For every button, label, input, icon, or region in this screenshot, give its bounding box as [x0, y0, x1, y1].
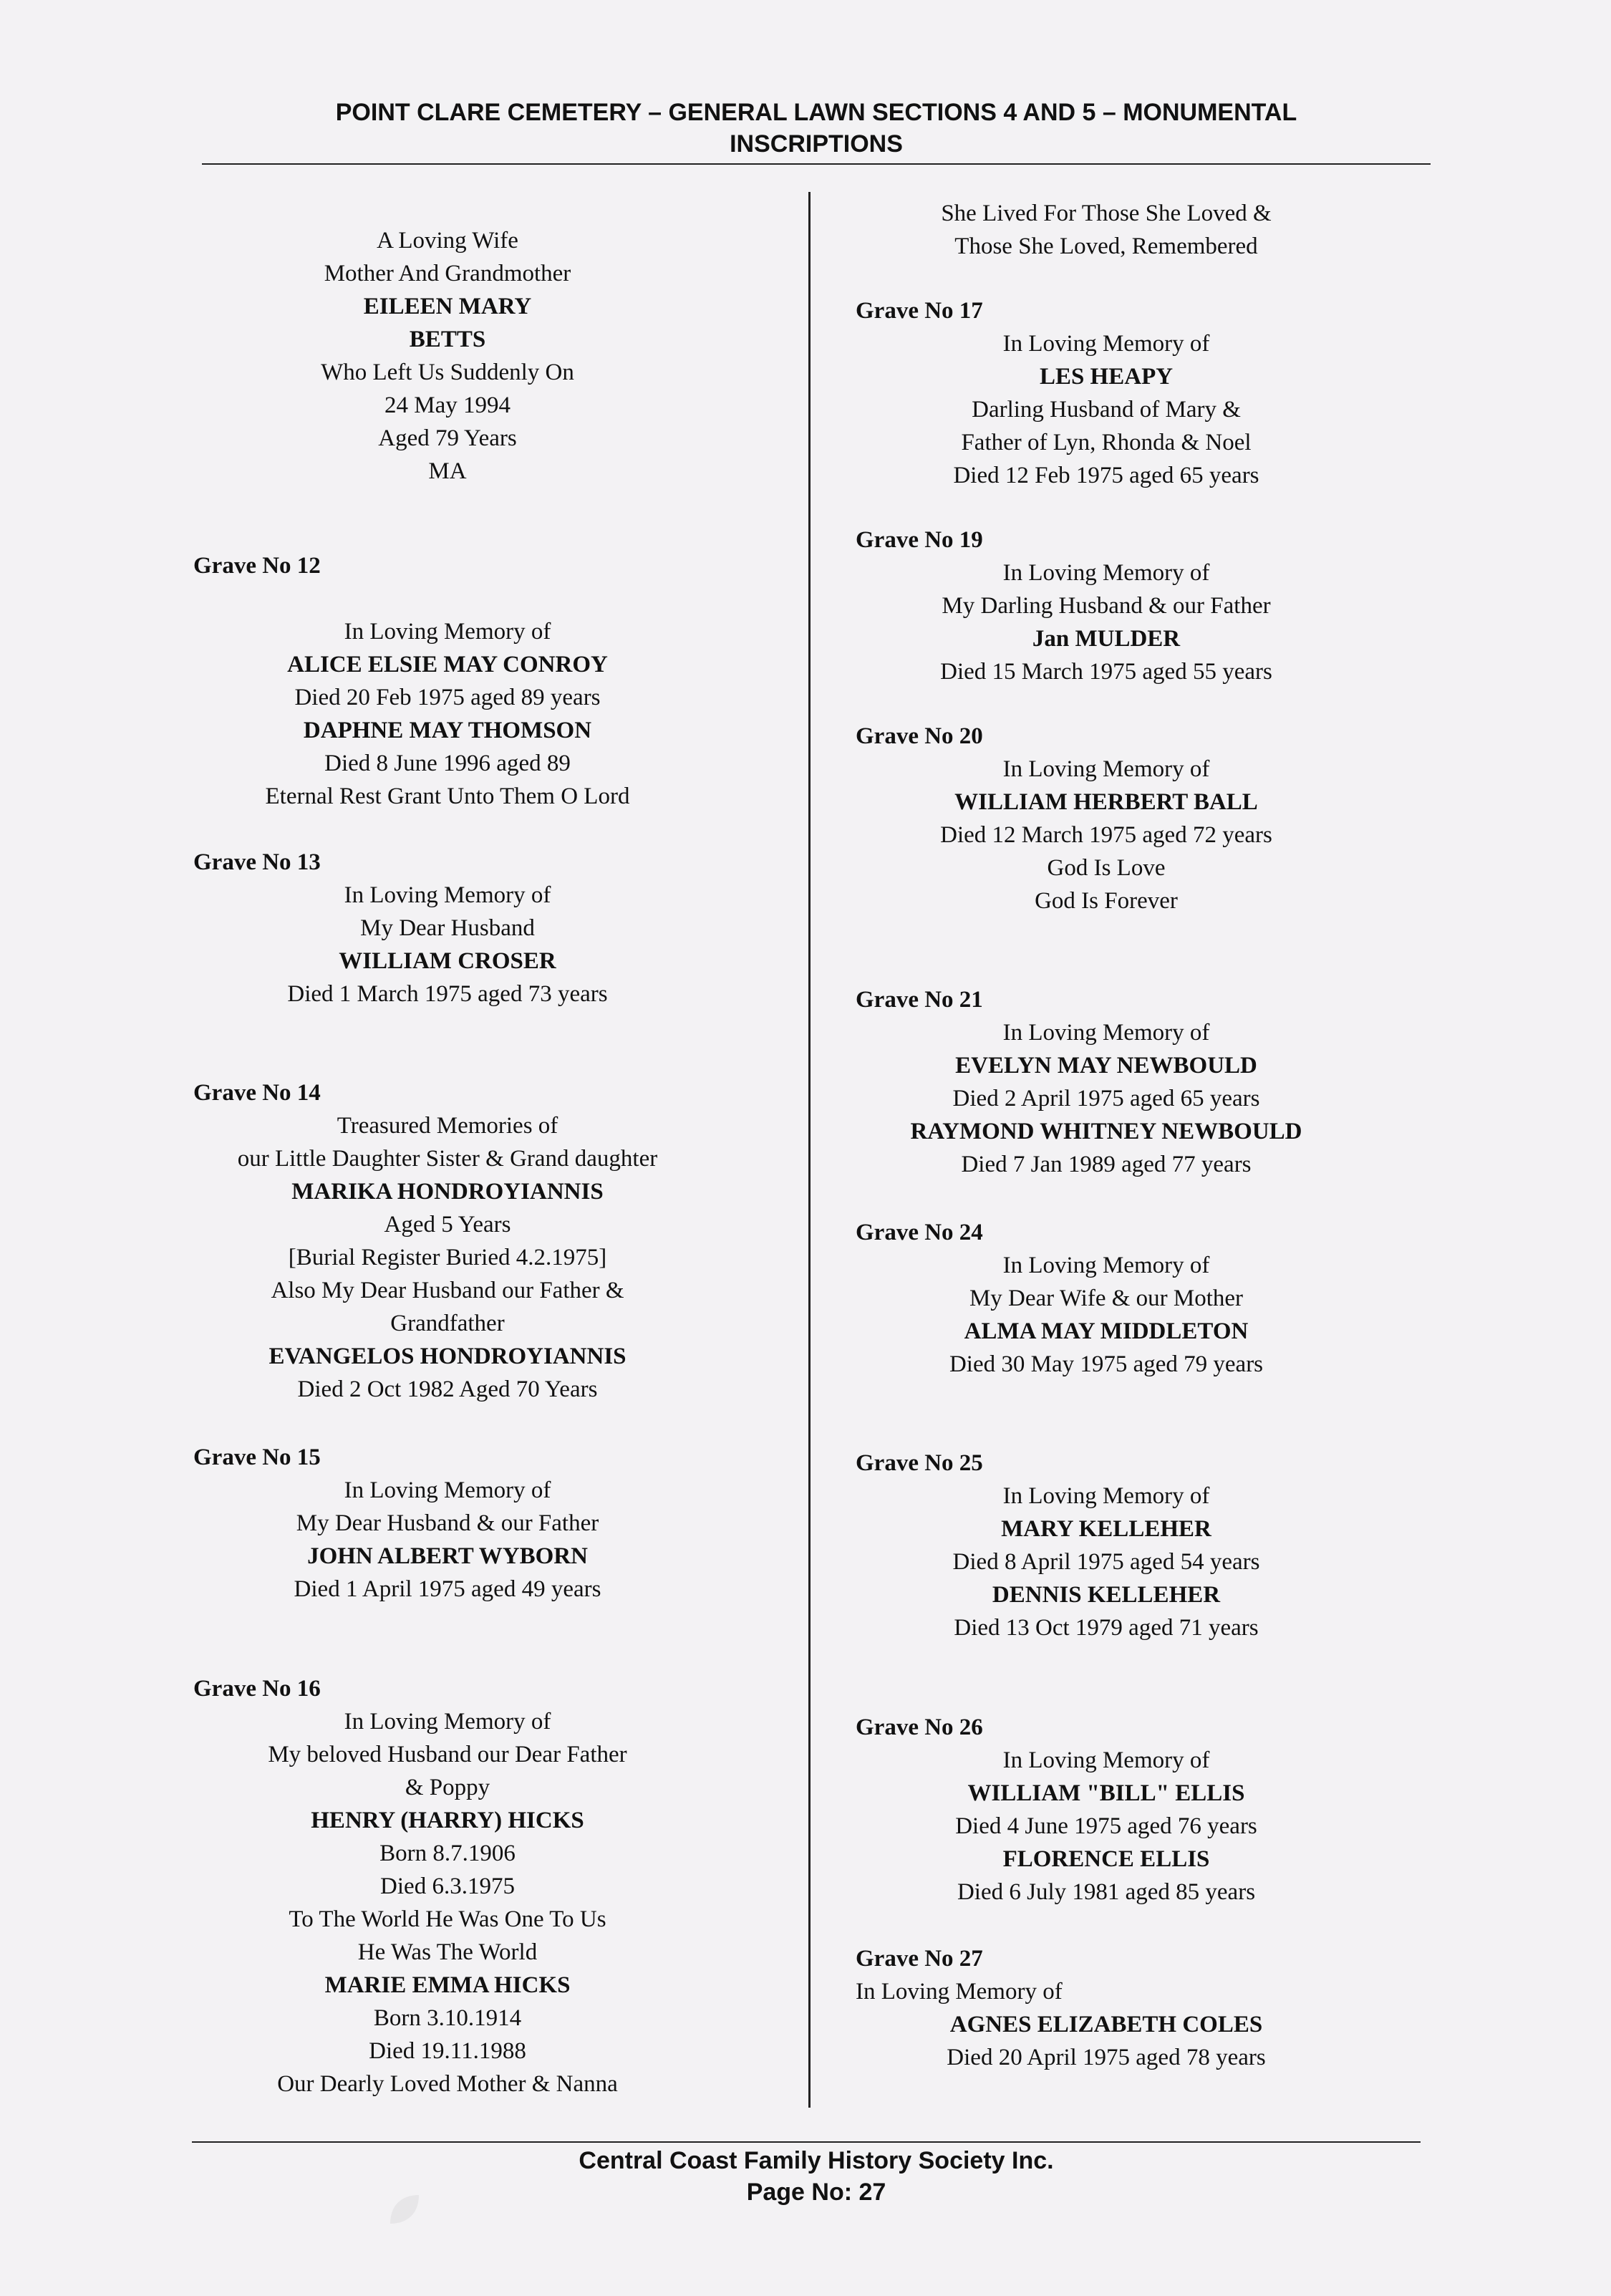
inscription-line: In Loving Memory of [856, 1979, 1063, 2005]
inscription-line: Died 7 Jan 1989 aged 77 years [961, 1152, 1252, 1177]
inscription-line: Died 1 March 1975 aged 73 years [287, 981, 608, 1007]
intro-inscription [193, 224, 702, 488]
inscription-line: My beloved Husband our Dear Father [268, 1742, 627, 1767]
deceased-name: AGNES ELIZABETH COLES [949, 2012, 1263, 2037]
column-divider [808, 192, 811, 2108]
deceased-name: WILLIAM "BILL" ELLIS [967, 1780, 1245, 1806]
inscription-line: In Loving Memory of [1002, 1483, 1210, 1509]
deceased-name: WILLIAM CROSER [339, 948, 556, 974]
page-number: Page No: 27 [746, 2179, 886, 2206]
inscription-line: Eternal Rest Grant Unto Them O Lord [265, 783, 630, 809]
inscription-line: Treasured Memories of [337, 1113, 558, 1139]
deceased-name: WILLIAM HERBERT BALL [954, 789, 1258, 815]
inscription-line: Died 6 July 1981 aged 85 years [957, 1879, 1256, 1905]
grave-entry-16 [193, 1672, 702, 2100]
inscription-line: To The World He Was One To Us [289, 1906, 606, 1932]
inscription-line: Died 12 March 1975 aged 72 years [940, 822, 1272, 848]
deceased-name: MARY KELLEHER [1001, 1516, 1211, 1542]
deceased-name: EVANGELOS HONDROYIANNIS [268, 1344, 626, 1369]
inscription-line: Died 19.11.1988 [369, 2038, 526, 2064]
inscription-line: My Dear Husband [360, 915, 535, 941]
deceased-name: ALICE ELSIE MAY CONROY [287, 652, 608, 677]
inscription-line: Died 15 March 1975 aged 55 years [940, 659, 1272, 685]
inscription-line: In Loving Memory of [1002, 331, 1210, 357]
leaf-watermark-icon [387, 2191, 422, 2227]
grave-entry-13 [193, 846, 702, 1010]
page-title-line-1: POINT CLARE CEMETERY – GENERAL LAWN SECTIONS 4 AND 5 – MONUMENTAL [335, 99, 1297, 126]
inscription-line: My Dear Wife & our Mother [969, 1286, 1244, 1311]
inscription-line: MA [428, 458, 467, 484]
inscription-line: God Is Forever [1035, 888, 1178, 914]
grave-entry-26 [856, 1711, 1357, 1909]
deceased-name: ALMA MAY MIDDLETON [964, 1318, 1249, 1344]
deceased-name: BETTS [409, 327, 486, 352]
inscription-line: Died 12 Feb 1975 aged 65 years [953, 463, 1259, 488]
inscription-line: My Darling Husband & our Father [942, 593, 1271, 619]
grave-number: Grave No 15 [193, 1444, 321, 1470]
grave-number: Grave No 16 [193, 1676, 321, 1702]
grave-number: Grave No 12 [193, 553, 321, 579]
inscription-line: Mother And Grandmother [324, 261, 571, 286]
grave-number: Grave No 26 [856, 1714, 983, 1740]
inscription-line: My Dear Husband & our Father [296, 1510, 599, 1536]
grave-number: Grave No 25 [856, 1450, 983, 1476]
inscription-line: Died 30 May 1975 aged 79 years [949, 1351, 1264, 1377]
page-footer [200, 2145, 1432, 2208]
page-header [200, 97, 1432, 160]
grave-number: Grave No 13 [193, 849, 321, 875]
inscription-line: Our Dearly Loved Mother & Nanna [277, 2071, 618, 2097]
inscription-line: 24 May 1994 [384, 392, 511, 418]
grave-number: Grave No 14 [193, 1080, 321, 1106]
grave-number: Grave No 17 [856, 298, 983, 324]
inscription-line: Born 8.7.1906 [379, 1841, 516, 1866]
society-name: Central Coast Family History Society Inc. [579, 2147, 1054, 2174]
deceased-name: MARIE EMMA HICKS [324, 1972, 571, 1998]
page-title-line-2: INSCRIPTIONS [730, 130, 903, 158]
continued-inscription [856, 197, 1357, 263]
inscription-line: Died 2 Oct 1982 Aged 70 Years [297, 1376, 598, 1402]
inscription-line: Darling Husband of Mary & [972, 397, 1241, 423]
deceased-name: FLORENCE ELLIS [1002, 1846, 1210, 1872]
deceased-name: DAPHNE MAY THOMSON [303, 718, 592, 743]
inscription-line: Also My Dear Husband our Father & [271, 1278, 624, 1303]
deceased-name: Jan MULDER [1032, 626, 1181, 652]
inscription-line: Died 13 Oct 1979 aged 71 years [954, 1615, 1259, 1641]
grave-entry-17 [856, 294, 1357, 492]
deceased-name: DENNIS KELLEHER [992, 1582, 1221, 1608]
grave-entry-20 [856, 720, 1357, 917]
inscription-line: In Loving Memory of [1002, 1253, 1210, 1278]
inscription-line: Born 3.10.1914 [373, 2005, 522, 2031]
grave-entry-21 [856, 983, 1357, 1181]
deceased-name: RAYMOND WHITNEY NEWBOULD [910, 1119, 1302, 1144]
deceased-name: JOHN ALBERT WYBORN [307, 1543, 588, 1569]
inscription-line: In Loving Memory of [1002, 560, 1210, 586]
footer-rule [192, 2141, 1421, 2143]
inscription-line: Who Left Us Suddenly On [321, 360, 574, 385]
inscription-line: He Was The World [357, 1939, 538, 1965]
grave-entry-15 [193, 1441, 702, 1606]
grave-entry-27 [856, 1942, 1357, 2074]
inscription-line: Those She Loved, Remembered [954, 233, 1258, 259]
grave-number: Grave No 24 [856, 1220, 983, 1245]
inscription-line: Died 8 April 1975 aged 54 years [952, 1549, 1260, 1575]
grave-number: Grave No 27 [856, 1946, 983, 1972]
inscription-line: She Lived For Those She Loved & [941, 201, 1272, 226]
inscription-line: Died 20 April 1975 aged 78 years [947, 2045, 1266, 2070]
deceased-name: HENRY (HARRY) HICKS [311, 1808, 584, 1833]
inscription-line: In Loving Memory of [344, 619, 551, 645]
inscription-line: In Loving Memory of [344, 1477, 551, 1503]
header-rule [202, 163, 1431, 165]
inscription-line: In Loving Memory of [1002, 1020, 1210, 1046]
inscription-line: Died 8 June 1996 aged 89 [324, 751, 571, 776]
inscription-line: [Burial Register Buried 4.2.1975] [288, 1245, 607, 1270]
inscription-line: In Loving Memory of [344, 1709, 551, 1735]
grave-entry-24 [856, 1216, 1357, 1381]
inscription-line: In Loving Memory of [344, 882, 551, 908]
deceased-name: EVELYN MAY NEWBOULD [955, 1053, 1257, 1079]
inscription-line: Died 4 June 1975 aged 76 years [955, 1813, 1257, 1839]
inscription-line: Aged 5 Years [384, 1212, 511, 1238]
deceased-name: MARIKA HONDROYIANNIS [291, 1179, 604, 1205]
grave-entry-19 [856, 524, 1357, 688]
grave-number: Grave No 19 [856, 527, 983, 553]
grave-entry-12 [193, 549, 702, 813]
inscription-line: Died 6.3.1975 [380, 1873, 515, 1899]
inscription-line: Died 2 April 1975 aged 65 years [952, 1086, 1260, 1111]
inscription-line: our Little Daughter Sister & Grand daughter [237, 1146, 658, 1172]
inscription-line: A Loving Wife [377, 228, 518, 254]
grave-entry-25 [856, 1447, 1357, 1644]
inscription-line: Grandfather [390, 1311, 505, 1336]
deceased-name: EILEEN MARY [363, 294, 532, 319]
inscription-line: In Loving Memory of [1002, 1747, 1210, 1773]
inscription-line: Died 1 April 1975 aged 49 years [294, 1576, 601, 1602]
inscription-line: & Poppy [405, 1775, 490, 1800]
grave-entry-14 [193, 1076, 702, 1406]
inscription-line: Father of Lyn, Rhonda & Noel [961, 430, 1252, 455]
deceased-name: LES HEAPY [1039, 364, 1174, 390]
inscription-line: God Is Love [1047, 855, 1166, 881]
grave-number: Grave No 20 [856, 723, 983, 749]
inscription-line: In Loving Memory of [1002, 756, 1210, 782]
inscription-line: Died 20 Feb 1975 aged 89 years [294, 685, 601, 710]
grave-number: Grave No 21 [856, 987, 983, 1013]
inscription-line: Aged 79 Years [378, 425, 517, 451]
